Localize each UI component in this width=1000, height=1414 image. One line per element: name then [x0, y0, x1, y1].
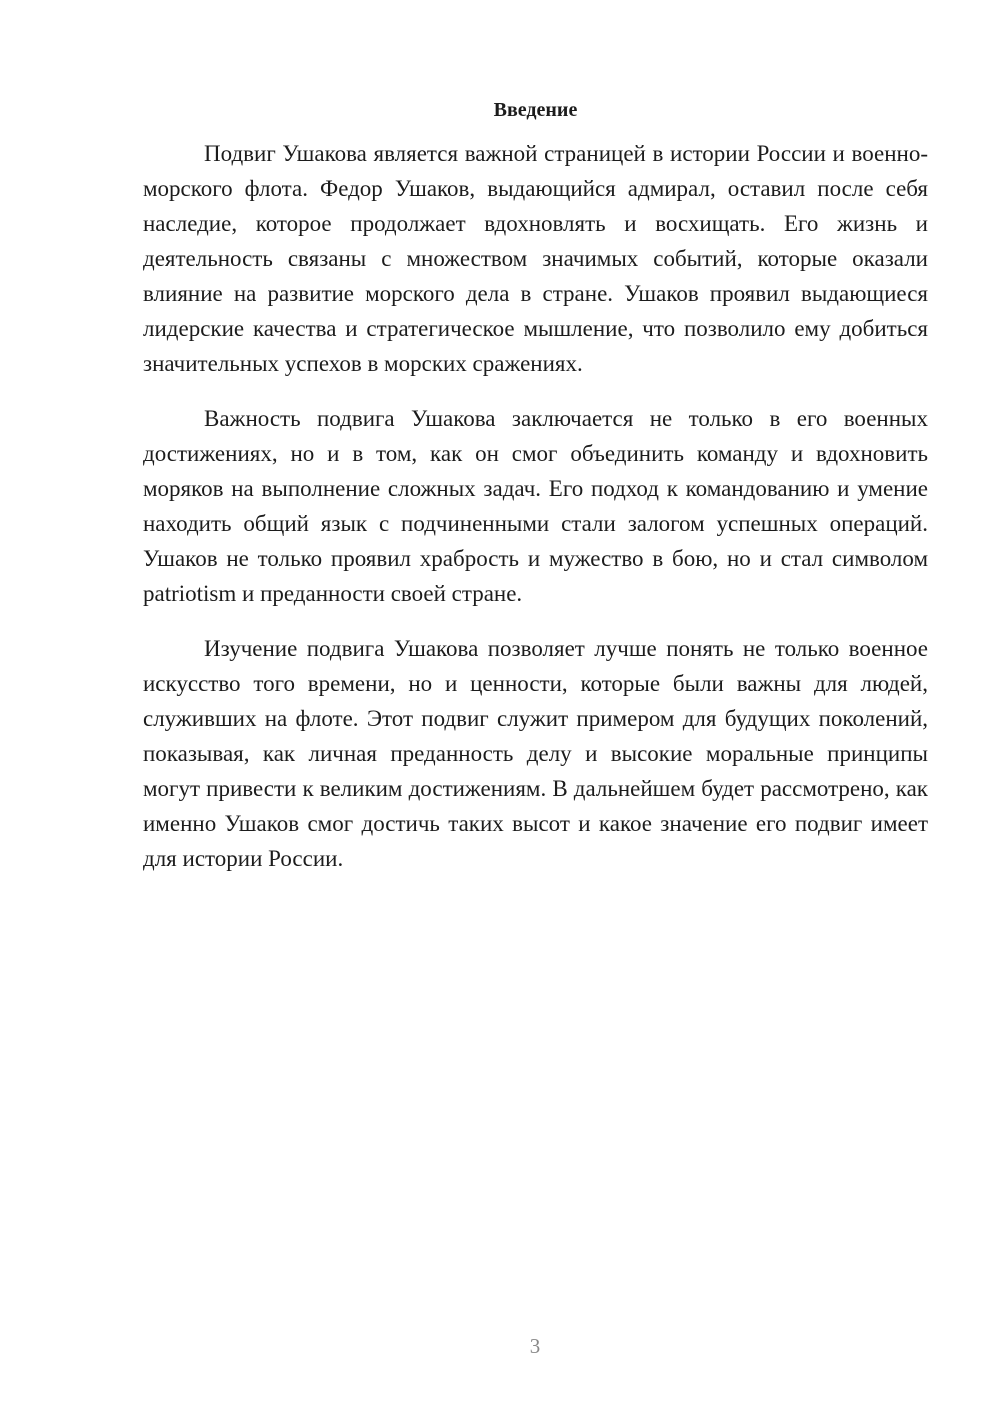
paragraph-1: Подвиг Ушакова является важной страницей в истории России и военно-морского флота. Федор Ушаков, выдающийся адмирал, оставил после себя наследие, которое продолжает вдохновлять и восхищать. Его жизнь и деятельность связаны с множеством значимых событий, которые оказали влияние на развитие морского дела в стране. Ушаков проявил выдающиеся лидерские качества и стратегическое мышление, что позволило ему добиться значительных успехов в морских сражениях.	[143, 141, 928, 376]
section-heading: Введение	[493, 99, 578, 121]
page-number: 3	[529, 1334, 541, 1358]
page-content	[143, 93, 928, 896]
paragraph-2: Важность подвига Ушакова заключается не только в его военных достижениях, но и в том, как он смог объединить команду и вдохновить моряков на выполнение сложных задач. Его подход к командованию и умение находить общий язык с подчиненными стали залогом успешных операций. Ушаков не только проявил храбрость и мужество в бою, но и стал символом patriotism и преданности своей стране.	[143, 406, 928, 606]
paragraph-3: Изучение подвига Ушакова позволяет лучше понять не только военное искусство того времени, но и ценности, которые были важны для людей, служивших на флоте. Этот подвиг служит примером для будущих поколений, показывая, как личная преданность делу и высокие моральные принципы могут привести к великим достижениям. В дальнейшем будет рассмотрено, как именно Ушаков смог достичь таких высот и какое значение его подвиг имеет для истории России.	[143, 636, 928, 871]
